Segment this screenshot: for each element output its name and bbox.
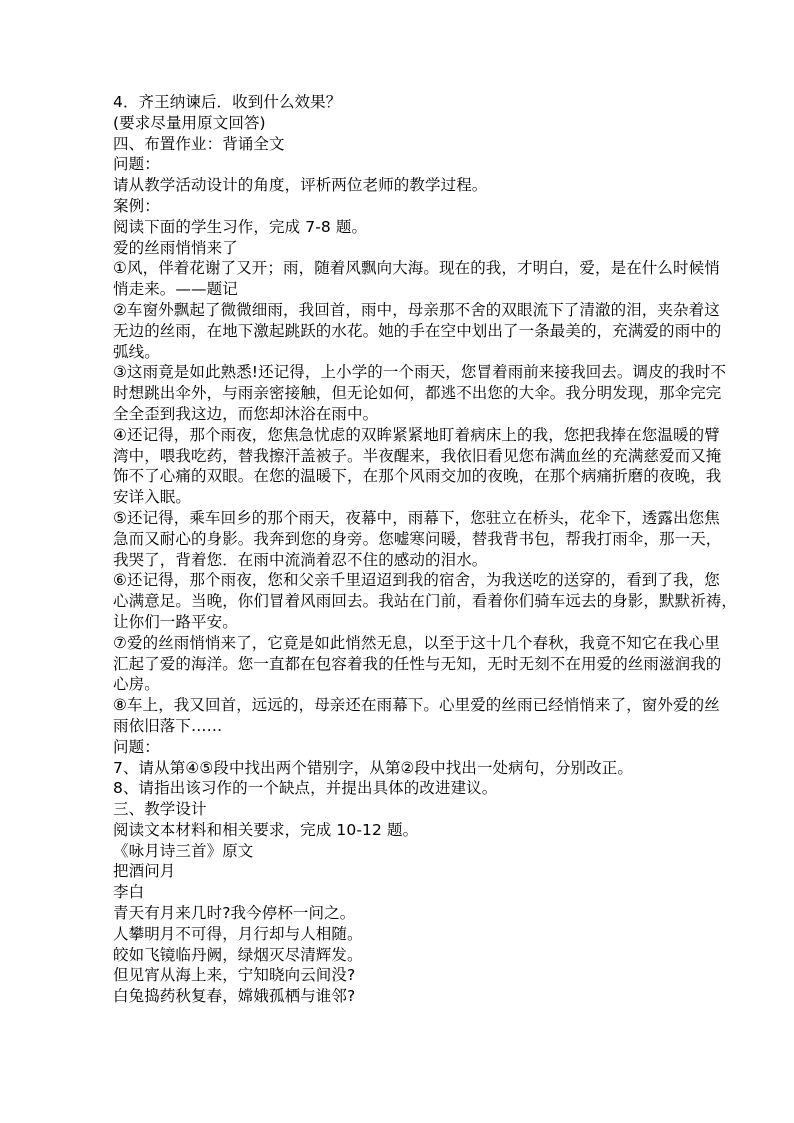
- text-line: 急而又耐心的身影。我奔到您的身旁。您嘘寒问暖，替我背书包，帮我打雨伞，那一天，: [113, 529, 722, 548]
- text-line: 案例：: [113, 196, 160, 215]
- text-line: ⑥还记得，那个雨夜，您和父亲千里迢迢到我的宿舍，为我送吃的送穿的，看到了我，您: [113, 571, 720, 590]
- text-line: 悄走来。——题记: [113, 280, 238, 299]
- text-line: 阅读下面的学生习作，完成 7-8 题。: [113, 217, 368, 236]
- text-line: 皎如飞镜临丹阙，绿烟灭尽清辉发。: [113, 945, 363, 964]
- text-line: ②车窗外飘起了微微细雨，我回首，雨中，母亲那不舍的双眼流下了清澈的泪，夹杂着这: [113, 300, 720, 319]
- text-line: 爱的丝雨悄悄来了: [113, 238, 238, 257]
- text-line: 我哭了，背着您．在雨中流淌着忍不住的感动的泪水。: [113, 550, 488, 569]
- text-line: 李白: [113, 883, 145, 902]
- text-line: 三、教学设计: [113, 800, 207, 819]
- text-line: ⑤还记得，乘车回乡的那个雨天，夜幕中，雨幕下，您驻立在桥头，花伞下，透露出您焦: [113, 508, 720, 527]
- text-line: ⑦爱的丝雨悄悄来了，它竟是如此悄然无息，以至于这十几个春秋，我竟不知它在我心里: [113, 633, 720, 652]
- text-line: 全全歪到我这边，而您却沐浴在雨中。: [113, 404, 379, 423]
- text-line: 青天有月来几时?我今停杯一问之。: [113, 904, 356, 923]
- text-line: 雨依旧落下……: [113, 716, 223, 735]
- document-text-block: [113, 92, 738, 1007]
- text-line: 弧线。: [113, 342, 160, 361]
- text-line: 时想跳出伞外，与雨亲密接触，但无论如何，都逃不出您的大伞。我分明发现，那伞完完: [113, 384, 722, 403]
- text-line: 白兔捣药秋复春，嫦娥孤栖与谁邻?: [113, 987, 356, 1006]
- text-line: 心房。: [113, 675, 160, 694]
- text-line: 问题：: [113, 737, 160, 756]
- text-line: 8、请指出该习作的一个缺点，并提出具体的改进建议。: [113, 779, 498, 798]
- text-line: 心满意足。当晚，你们冒着风雨回去。我站在门前，看着你们骑车远去的身影，默默祈祷，: [113, 592, 738, 611]
- text-line: 《咏月诗三首》原文: [113, 841, 254, 860]
- text-line: 安详入眠。: [113, 488, 192, 507]
- text-line: 4．齐王纳谏后．收到什么效果？: [113, 93, 342, 111]
- text-line: 饰不了心痛的双眼。在您的温暖下，在那个风雨交加的夜晚，在那个病痛折磨的夜晚，我: [113, 467, 722, 486]
- text-line: (要求尽量用原文回答): [113, 113, 266, 132]
- text-line: 湾中，喂我吃药，替我擦汗盖被子。半夜醒来，我依旧看见您布满血丝的充满慈爱而又掩: [113, 446, 722, 465]
- text-line: 无边的丝雨，在地下激起跳跃的水花。她的手在空中划出了一条最美的，充满爱的雨中的: [113, 321, 722, 340]
- text-line: 问题：: [113, 155, 160, 174]
- text-line: 四、布置作业：背诵全文: [113, 134, 285, 153]
- text-line: 把酒问月: [113, 862, 176, 881]
- text-line: ③这雨竟是如此熟悉!还记得，上小学的一个雨天，您冒着雨前来接我回去。调皮的我时不: [113, 363, 727, 382]
- text-line: 请从教学活动设计的角度，评析两位老师的教学过程。: [113, 176, 488, 195]
- text-line: 让你们一路平安。: [113, 612, 238, 631]
- text-line: ④还记得，那个雨夜，您焦急忧虑的双眸紧紧地盯着病床上的我，您把我捧在您温暖的臂: [113, 425, 720, 444]
- text-line: ①风，伴着花谢了又开；雨，随着风飘向大海。现在的我，才明白，爱，是在什么时候悄: [113, 259, 720, 278]
- text-line: 7、请从第④⑤段中找出两个错别字，从第②段中找出一处病句，分别改正。: [113, 758, 633, 777]
- text-line: 但见宵从海上来，宁知晓向云间没?: [113, 966, 356, 985]
- text-line: 人攀明月不可得，月行却与人相随。: [113, 924, 363, 943]
- text-line: 汇起了爱的海洋。您一直都在包容着我的任性与无知，无时无刻不在用爱的丝雨滋润我的: [113, 654, 722, 673]
- text-line: ⑧车上，我又回首，远远的，母亲还在雨幕下。心里爱的丝雨已经悄悄来了，窗外爱的丝: [113, 696, 720, 715]
- text-line: 阅读文本材料和相关要求，完成 10-12 题。: [113, 820, 419, 839]
